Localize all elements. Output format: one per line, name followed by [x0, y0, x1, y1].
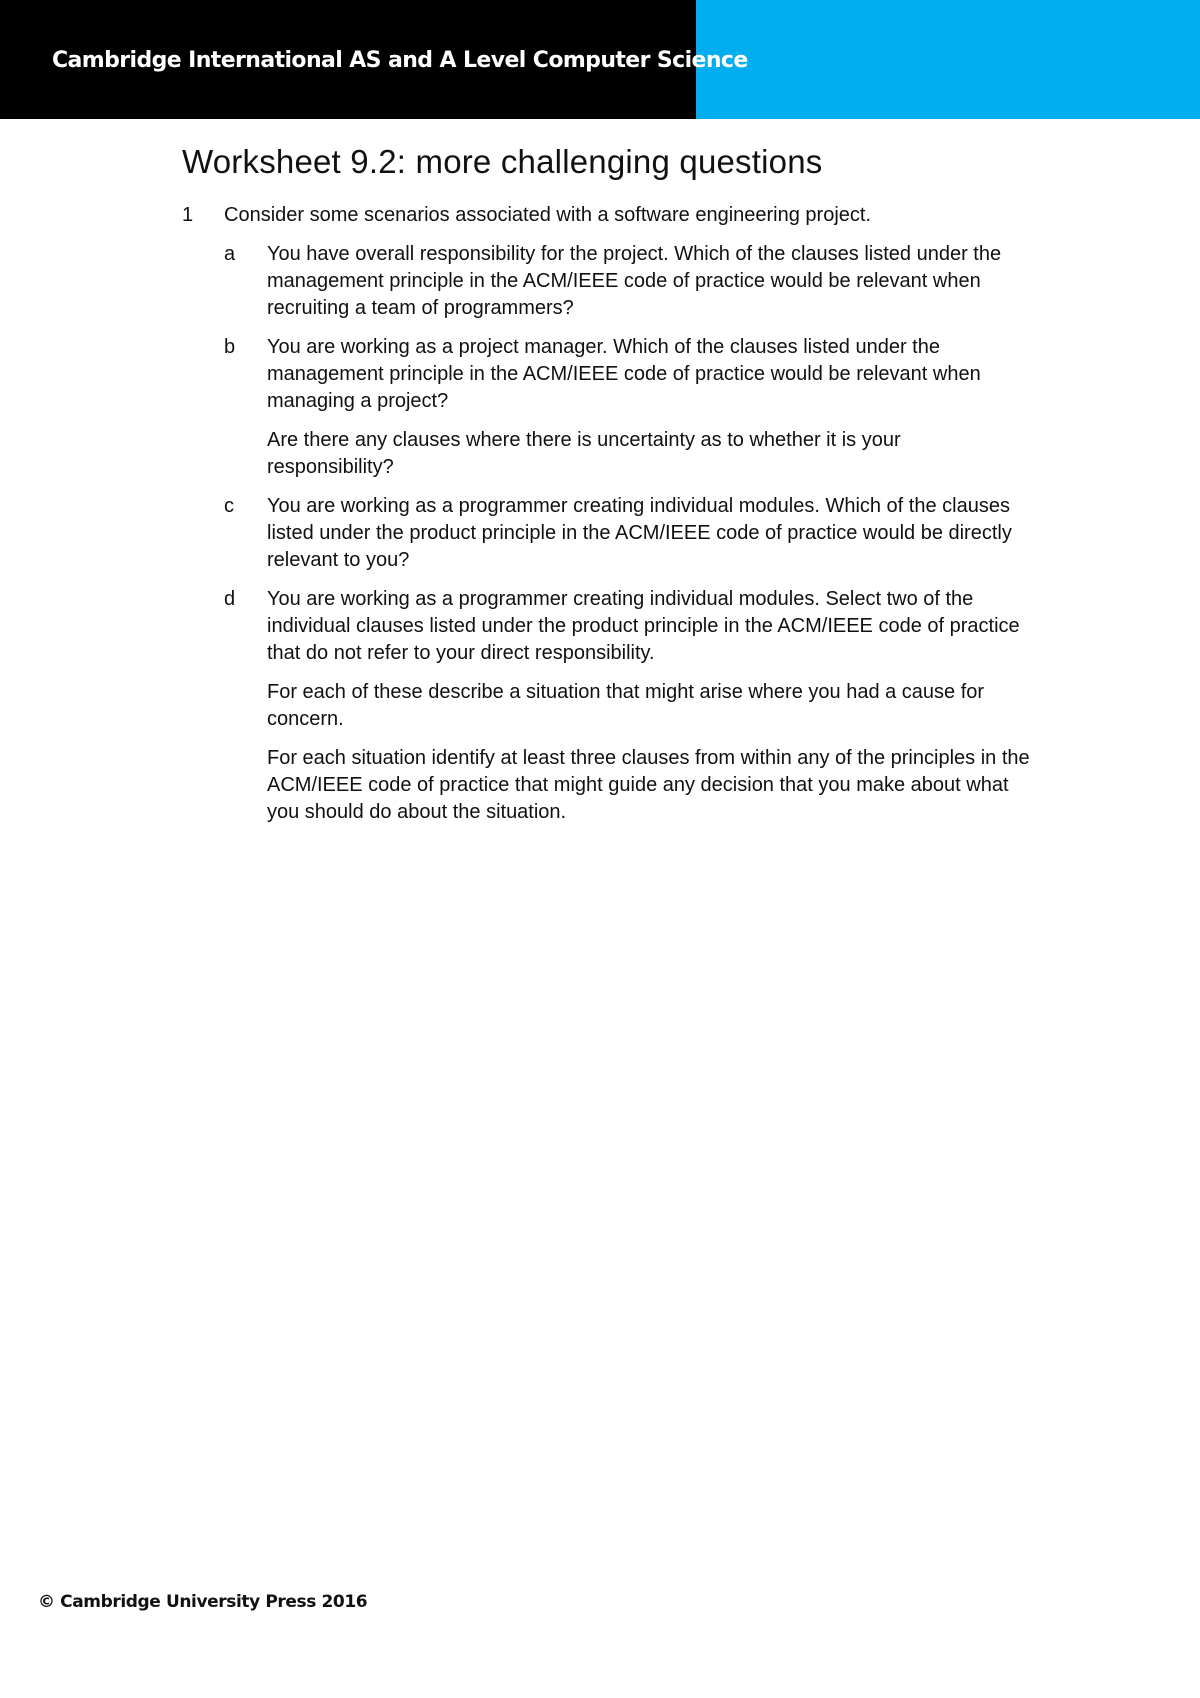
part-letter: d [224, 588, 236, 610]
part-paragraph: Are there any clauses where there is uncertainty as to whether it is your responsibility? [267, 429, 901, 478]
worksheet-title: Worksheet 9.2: more challenging questions [182, 143, 823, 180]
part-letter: b [224, 336, 236, 358]
header-bar [0, 0, 1200, 119]
header-title: Cambridge International AS and A Level Computer Science [52, 48, 748, 73]
part-paragraph: For each of these describe a situation that might arise where you had a cause for concern. [267, 681, 985, 730]
question-part-c [224, 493, 1032, 574]
question-parts [224, 241, 1032, 826]
part-letter: a [224, 243, 236, 265]
question-1 [182, 202, 1032, 229]
part-body [267, 493, 1032, 574]
part-body [267, 586, 1032, 826]
question-number: 1 [182, 204, 194, 226]
part-paragraph: You are working as a programmer creating individual modules. Which of the clauses listed under the product principle in the ACM/IEEE code of practice would be directly relevant to you? [267, 495, 1012, 571]
question-part-a [224, 241, 1032, 322]
part-paragraph: You are working as a project manager. Which of the clauses listed under the management principle in the ACM/IEEE code of practice would be relevant when managing a project? [267, 336, 981, 412]
header-blue-panel [696, 0, 1200, 119]
worksheet-content [182, 202, 1032, 838]
part-letter: c [224, 495, 234, 517]
question-part-b [224, 334, 1032, 481]
question-part-d [224, 586, 1032, 826]
part-paragraph: You have overall responsibility for the project. Which of the clauses listed under the management principle in the ACM/IEEE code of practice would be relevant when recruiting a team of programmers? [267, 243, 1002, 319]
part-body [267, 334, 1032, 481]
copyright-footer: © Cambridge University Press 2016 [38, 1592, 368, 1612]
part-paragraph: You are working as a programmer creating individual modules. Select two of the individual clauses listed under the product principle in the ACM/IEEE code of practice that do not refer to your direct responsibility. [267, 588, 1020, 664]
part-paragraph: For each situation identify at least three clauses from within any of the principles in the ACM/IEEE code of practice that might guide any decision that you make about what you should do about the situation. [267, 747, 1030, 823]
question-stem: Consider some scenarios associated with a software engineering project. [224, 204, 872, 226]
part-body [267, 241, 1032, 322]
